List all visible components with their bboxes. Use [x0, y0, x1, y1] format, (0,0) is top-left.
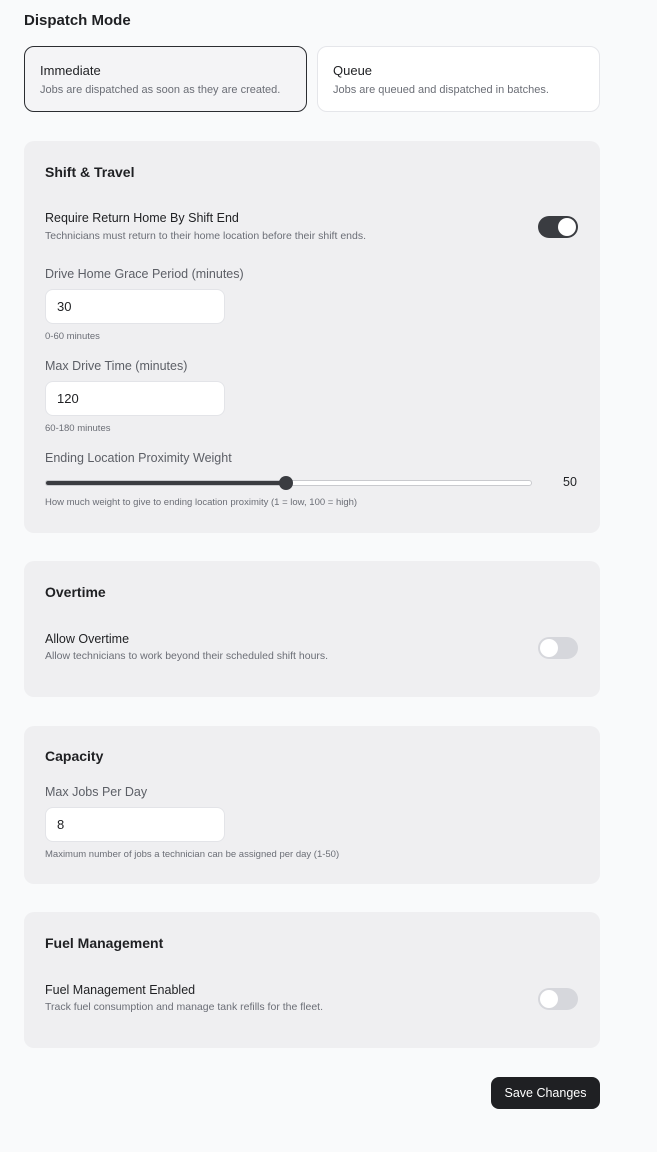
dispatch-option-desc: Jobs are queued and dispatched in batches.	[333, 84, 549, 96]
proximity-weight-hint: How much weight to give to ending location proximity (1 = low, 100 = high)	[45, 497, 358, 508]
proximity-weight-slider[interactable]	[45, 480, 532, 486]
toggle-knob	[540, 990, 558, 1008]
capacity-panel	[24, 726, 600, 884]
max-jobs-input[interactable]	[45, 807, 225, 842]
max-drive-time-hint: 60-180 minutes	[45, 423, 111, 434]
proximity-weight-value: 50	[563, 475, 577, 489]
slider-thumb[interactable]	[279, 476, 293, 490]
fuel-management-toggle[interactable]	[538, 988, 578, 1010]
return-home-label: Require Return Home By Shift End	[45, 211, 239, 225]
shift-travel-title: Shift & Travel	[45, 164, 135, 180]
toggle-knob	[540, 639, 558, 657]
dispatch-mode-title: Dispatch Mode	[24, 12, 131, 29]
max-jobs-label: Max Jobs Per Day	[45, 785, 148, 799]
fuel-management-title: Fuel Management	[45, 935, 164, 951]
toggle-knob	[558, 218, 576, 236]
allow-overtime-toggle[interactable]	[538, 637, 578, 659]
slider-fill	[46, 481, 286, 485]
fuel-management-label: Fuel Management Enabled	[45, 983, 196, 997]
shift-travel-panel	[24, 141, 600, 533]
return-home-desc: Technicians must return to their home location before their shift ends.	[45, 230, 366, 242]
grace-period-input[interactable]	[45, 289, 225, 324]
return-home-toggle[interactable]	[538, 216, 578, 238]
max-drive-time-label: Max Drive Time (minutes)	[45, 359, 188, 373]
dispatch-option-label: Immediate	[40, 63, 101, 78]
dispatch-option-desc: Jobs are dispatched as soon as they are created.	[40, 84, 281, 96]
page-scrollbar[interactable]	[633, 0, 657, 1152]
max-drive-time-input[interactable]	[45, 381, 225, 416]
overtime-panel	[24, 561, 600, 697]
max-jobs-hint: Maximum number of jobs a technician can be assigned per day (1-50)	[45, 849, 340, 860]
proximity-weight-label: Ending Location Proximity Weight	[45, 451, 232, 465]
fuel-management-panel	[24, 912, 600, 1048]
overtime-title: Overtime	[45, 584, 106, 600]
fuel-management-desc: Track fuel consumption and manage tank refills for the fleet.	[45, 1001, 324, 1013]
allow-overtime-desc: Allow technicians to work beyond their scheduled shift hours.	[45, 650, 329, 662]
grace-period-hint: 0-60 minutes	[45, 331, 100, 342]
dispatch-option-label: Queue	[333, 63, 373, 78]
capacity-title: Capacity	[45, 748, 104, 764]
dispatch-option-immediate[interactable]	[24, 46, 307, 112]
allow-overtime-label: Allow Overtime	[45, 632, 130, 646]
grace-period-label: Drive Home Grace Period (minutes)	[45, 267, 244, 281]
dispatch-option-queue[interactable]	[317, 46, 600, 112]
save-changes-button[interactable]: Save Changes	[491, 1077, 600, 1109]
